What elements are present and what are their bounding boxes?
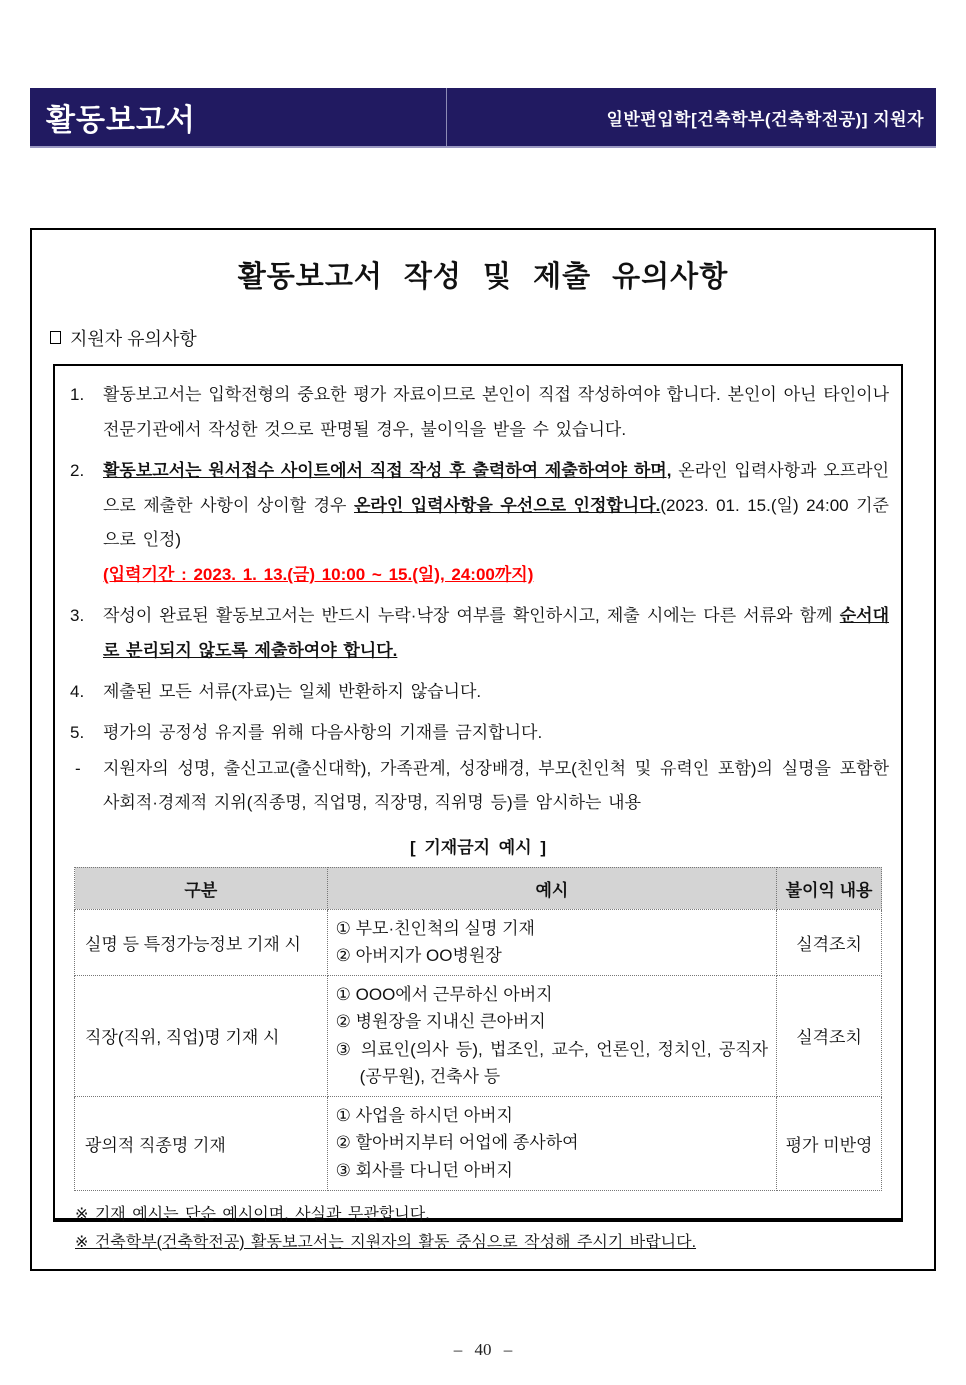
example-line: ① 사업을 하시던 아버지 <box>335 1105 513 1125</box>
text-run: 온라인 입력사항과 오프라인으로 제출한 사항이 상이할 경우 <box>103 460 890 515</box>
cell-penalty: 실격조치 <box>777 909 882 975</box>
footnote-line: ※ 기재 예시는 단순 예시이며, 사실과 무관합니다. <box>75 1205 430 1223</box>
cell-penalty: 평가 미반영 <box>777 1096 882 1190</box>
square-bullet-icon <box>50 331 61 344</box>
example-line: ② 할아버지부터 어업에 종사하여 <box>335 1133 579 1153</box>
item-number: 2. <box>70 460 85 480</box>
instruction-item-2 <box>67 454 889 593</box>
col-header-category: 구분 <box>75 867 328 909</box>
text-run: 활동보고서는 입학전형의 중요한 평가 자료이므로 본인이 직접 작성하여야 합니다. 본인이 아닌 타인이나 전문기관에서 작성한 것으로 판명될 경우, 불이익을 받을 수 있습니다. <box>103 385 889 439</box>
applicant-track-label: 일반편입학[건축학부(건축학전공)] 지원자 <box>606 109 924 129</box>
cell-category: 실명 등 특정가능정보 기재 시 <box>75 909 328 975</box>
example-line: ③ 의료인(의사 등), 법조인, 교수, 언론인, 정치인, 공직자 (공무원), 건축사 등 <box>335 1039 769 1087</box>
item-number: 3. <box>70 606 85 626</box>
cell-penalty: 실격조치 <box>777 975 882 1096</box>
document-header-bar <box>30 88 936 148</box>
instruction-item-1 <box>67 378 889 448</box>
table-caption: [ 기재금지 예시 ] <box>409 837 547 857</box>
text-run: 온라인 입력사항을 우선으로 인정합니다. <box>353 495 661 515</box>
instruction-list <box>67 378 889 819</box>
text-run: 활동보고서는 원서접수 사이트에서 직접 작성 후 출력하여 제출하여야 하며, <box>103 460 672 480</box>
example-line: ① 부모·친인척의 실명 기재 <box>335 918 535 938</box>
example-line: ① OOO에서 근무하신 아버지 <box>335 984 553 1004</box>
table-row <box>75 909 882 975</box>
col-header-example: 예시 <box>327 867 776 909</box>
table-header-row <box>75 867 882 909</box>
footnotes <box>75 1201 889 1257</box>
col-header-penalty: 불이익 내용 <box>777 867 882 909</box>
notice-outer-box <box>30 228 936 1271</box>
notice-inner-box <box>53 364 903 1251</box>
notice-title: 활동보고서 작성 및 제출 유의사항 <box>237 261 729 293</box>
cell-examples <box>327 975 776 1096</box>
example-line: ② 병원장을 지내신 큰아버지 <box>335 1012 546 1032</box>
header-left-cell <box>30 88 447 146</box>
text-run: 지원자의 성명, 출신고교(출신대학), 가족관계, 성장배경, 부모(친인척 및 유력인 포함)의 실명을 포함한 사회적·경제적 지위(직종명, 직업명, 직장명, 직위명 등)를 암시하는 내용 <box>103 759 889 812</box>
text-run: 제출된 모든 서류(자료)는 일체 반환하지 않습니다. <box>103 681 482 701</box>
text-run: 평가의 공정성 유지를 위해 다음사항의 기재를 금지합니다. <box>103 722 543 742</box>
section-heading <box>50 325 934 351</box>
text-run: (2023. 01. 15.(일) 24:00 기준으로 인정) <box>103 495 889 550</box>
instruction-item-3 <box>67 599 889 669</box>
instruction-subitem <box>67 752 889 818</box>
cell-examples <box>327 1096 776 1190</box>
section-heading-label: 지원자 유의사항 <box>70 329 197 349</box>
header-right-cell <box>447 88 936 146</box>
instruction-item-4 <box>67 675 889 710</box>
example-line: ② 아버지가 OO병원장 <box>335 946 502 966</box>
page-number: – 40 – <box>453 1340 513 1359</box>
document-type-title: 활동보고서 <box>46 104 196 137</box>
cell-category: 직장(직위, 직업)명 기재 시 <box>75 975 328 1096</box>
item-number: - <box>75 759 81 779</box>
cell-category: 광의적 직종명 기재 <box>75 1096 328 1190</box>
instruction-item-5 <box>67 716 889 751</box>
item-number: 1. <box>70 385 85 404</box>
forbidden-examples-table <box>74 867 882 1191</box>
text-run: 작성이 완료된 활동보고서는 반드시 누락·낙장 여부를 확인하시고, 제출 시에는 다른 서류와 함께 <box>103 606 840 626</box>
table-row <box>75 1096 882 1190</box>
text-run: 순서대로 분리되지 않도록 제출하여야 합니다. <box>103 606 889 660</box>
item-number: 4. <box>70 681 85 701</box>
cell-examples <box>327 909 776 975</box>
item-number: 5. <box>70 722 85 742</box>
footnote-line: ※ 건축학부(건축학전공) 활동보고서는 지원자의 활동 중심으로 작성해 주시기 바랍니다. <box>75 1233 697 1251</box>
table-row <box>75 975 882 1096</box>
input-period-line: (입력기간 : 2023. 1. 13.(금) 10:00 ~ 15.(일), 24:00까지) <box>103 565 534 585</box>
example-line: ③ 회사를 다니던 아버지 <box>335 1160 513 1180</box>
